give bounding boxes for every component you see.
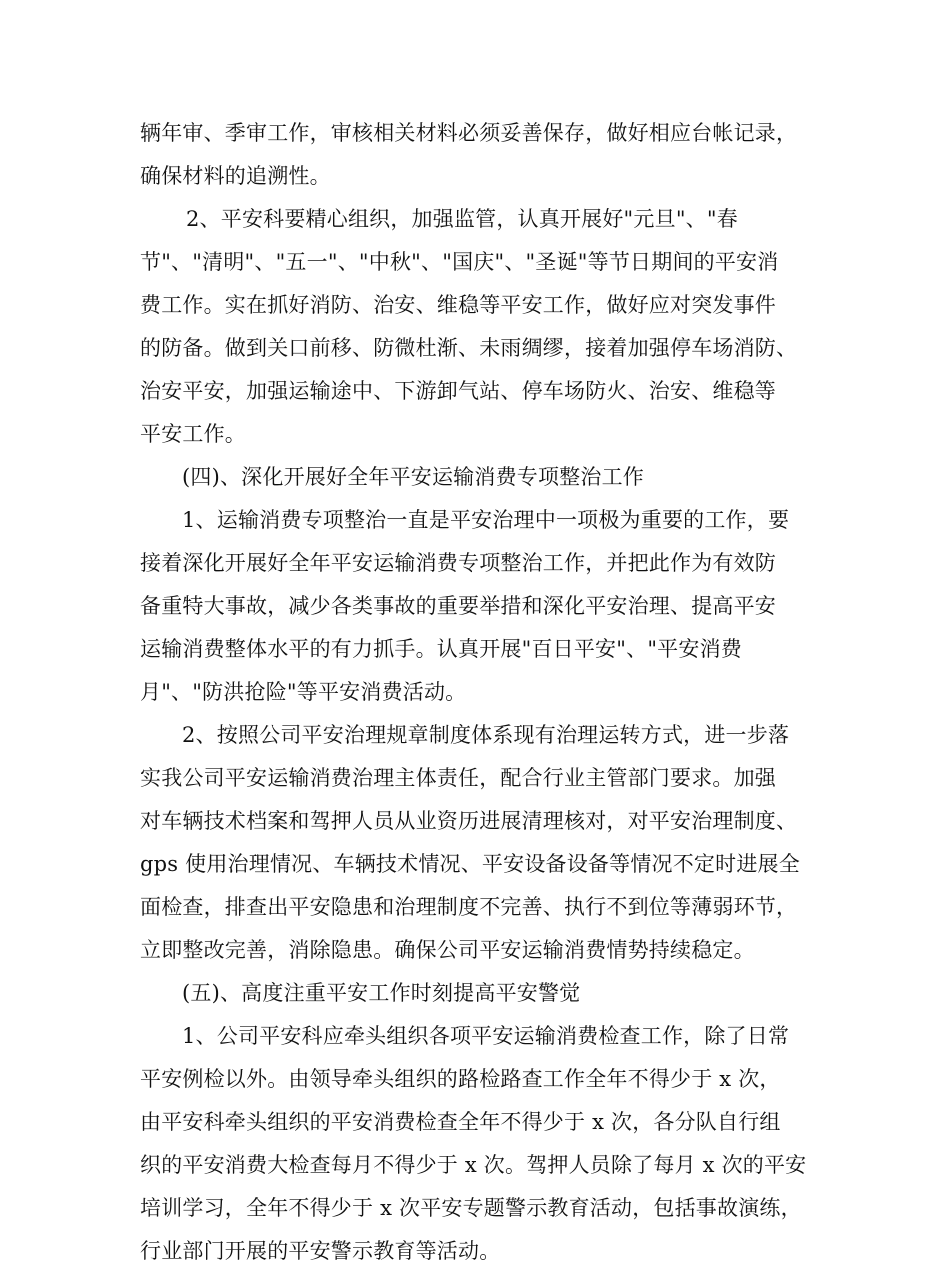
text-line: 由平安科牵头组织的平安消费检查全年不得少于 x 次，各分队自行组	[140, 1110, 781, 1134]
text-line: 备重特大事故，减少各类事故的重要举措和深化平安治理、提高平安	[140, 594, 776, 618]
document-body	[140, 112, 830, 1273]
text-line: 的防备。做到关口前移、防微杜渐、未雨绸缪，接着加强停车场消防、	[140, 336, 798, 360]
text-line: 实我公司平安运输消费治理主体责任，配合行业主管部门要求。加强	[140, 766, 776, 790]
text-line: 1、公司平安科应牵头组织各项平安运输消费检查工作，除了日常	[182, 1024, 790, 1048]
text-line: gps 使用治理情况、车辆技术情况、平安设备设备等情况不定时进展全	[140, 852, 800, 876]
text-line: 平安工作。	[140, 422, 246, 446]
text-line: 运输消费整体水平的有力抓手。认真开展"百日平安"、"平安消费	[140, 637, 742, 661]
section-heading: (四)、深化开展好全年平安运输消费专项整治工作	[182, 465, 644, 489]
text-line: 对车辆技术档案和驾押人员从业资历进展清理核对，对平安治理制度、	[140, 809, 798, 833]
text-line: 平安例检以外。由领导牵头组织的路检路查工作全年不得少于 x 次，	[140, 1067, 781, 1091]
text-line: 2、按照公司平安治理规章制度体系现有治理运转方式，进一步落	[182, 723, 790, 747]
text-line: 治安平安，加强运输途中、下游卸气站、停车场防火、治安、维稳等	[140, 379, 776, 403]
text-line: 接着深化开展好全年平安运输消费专项整治工作，并把此作为有效防	[140, 551, 776, 575]
text-line: 节"、"清明"、"五一"、"中秋"、"国庆"、"圣诞"等节日期间的平安消	[140, 250, 779, 274]
text-line: 确保材料的追溯性。	[140, 164, 331, 188]
text-line: 立即整改完善，消除隐患。确保公司平安运输消费情势持续稳定。	[140, 938, 755, 962]
text-line: 面检查，排查出平安隐患和治理制度不完善、执行不到位等薄弱环节，	[140, 895, 798, 919]
text-line: 辆年审、季审工作，审核相关材料必须妥善保存，做好相应台帐记录，	[140, 121, 798, 145]
text-line: 行业部门开展的平安警示教育等活动。	[140, 1239, 501, 1263]
text-line: 月"、"防洪抢险"等平安消费活动。	[140, 680, 467, 704]
text-line: 2、平安科要精心组织，加强监管，认真开展好"元旦"、"春	[186, 207, 738, 231]
section-heading: (五)、高度注重平安工作时刻提高平安警觉	[182, 981, 581, 1005]
text-line: 培训学习，全年不得少于 x 次平安专题警示教育活动，包括事故演练，	[140, 1196, 802, 1220]
text-line: 织的平安消费大检查每月不得少于 x 次。驾押人员除了每月 x 次的平安	[140, 1153, 807, 1177]
text-line: 1、运输消费专项整治一直是平安治理中一项极为重要的工作，要	[182, 508, 790, 532]
text-line: 费工作。实在抓好消防、治安、维稳等平安工作，做好应对突发事件	[140, 293, 776, 317]
